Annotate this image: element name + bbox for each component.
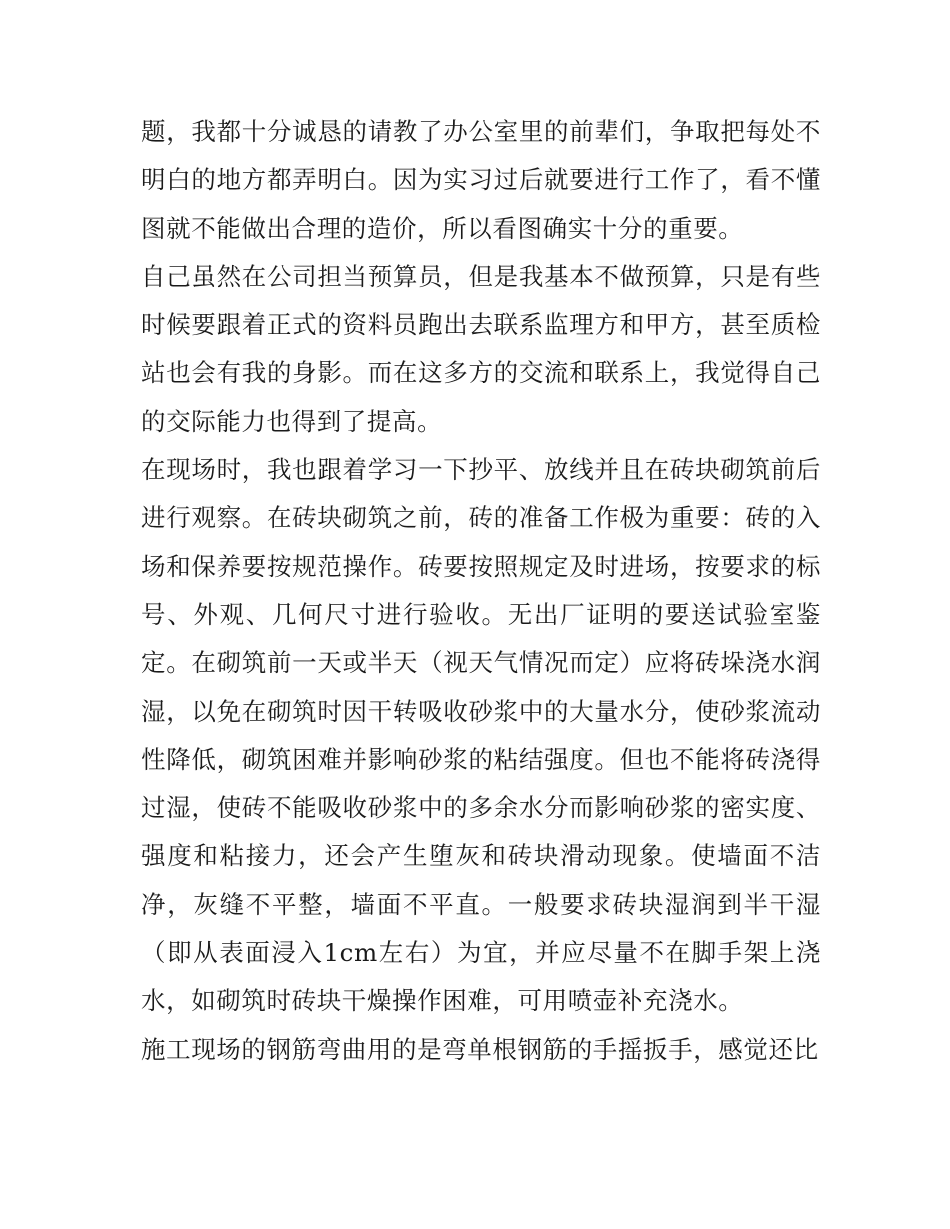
paragraph-4: 施工现场的钢筋弯曲用的是弯单根钢筋的手摇扳手，感觉还比	[141, 1034, 819, 1064]
paragraph-2: 自己虽然在公司担当预算员，但是我基本不做预算，只是有些时候要跟着正式的资料员跑出去联系监理方和甲方，甚至质检站也会有我的身影。而在这多方的交流和联系上，我觉得自己的交际能力也得到了提高。	[141, 261, 821, 436]
paragraph-3: 在现场时，我也跟着学习一下抄平、放线并且在砖块砌筑前后进行观察。在砖块砌筑之前，砖的准备工作极为重要：砖的入场和保养要按规范操作。砖要按照规定及时进场，按要求的标号、外观、几何尺寸进行验收。无出厂证明的要送试验室鉴定。在砌筑前一天或半天（视天气情况而定）应将砖垛浇水润湿，以免在砌筑时因干转吸收砂浆中的大量水分，使砂浆流动性降低，砌筑困难并影响砂浆的粘结强度。但也不能将砖浇得过湿，使砖不能吸收砂浆中的多余水分而影响砂浆的密实度、强度和粘接力，还会产生堕灰和砖块滑动现象。使墙面不洁净，灰缝不平整，墙面不平直。一般要求砖块湿润到半干湿（即从表面浸入1cm左右）为宜，并应尽量不在脚手架上浇水，如砌筑时砖块干燥操作困难，可用喷壶补充浇水。	[141, 455, 821, 1016]
paragraph-1: 题，我都十分诚恳的请教了办公室里的前辈们，争取把每处不明白的地方都弄明白。因为实习过后就要进行工作了，看不懂图就不能做出合理的造价，所以看图确实十分的重要。	[141, 117, 821, 243]
document-body	[141, 108, 821, 1074]
